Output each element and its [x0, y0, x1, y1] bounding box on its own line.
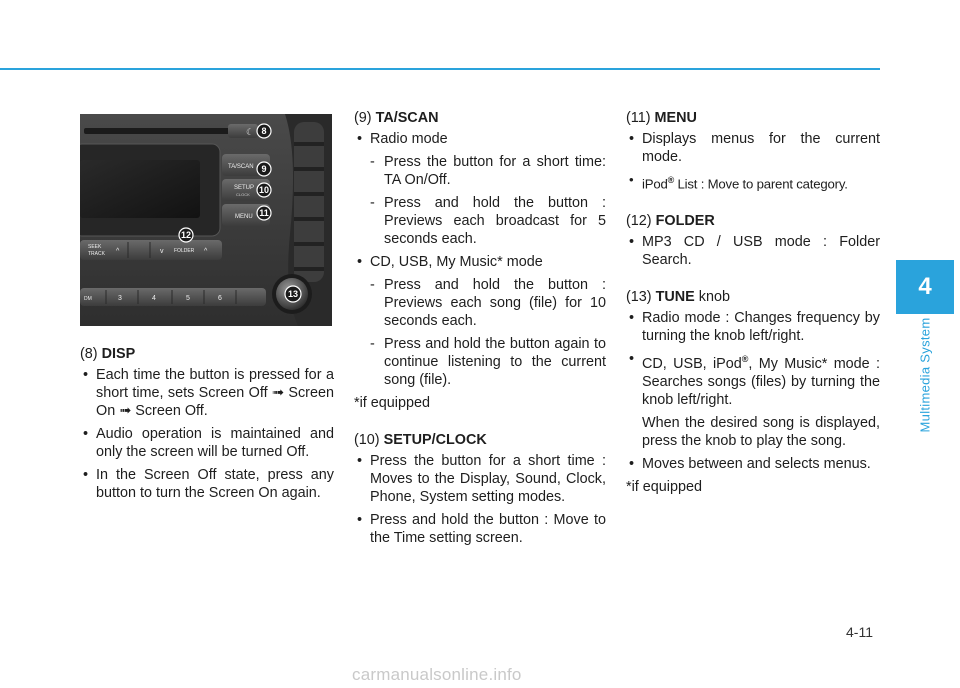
section-11-heading: (11) MENU — [626, 110, 697, 126]
preset-5: 5 — [186, 295, 190, 302]
preset-dm: DM — [84, 296, 92, 302]
menu-label: MENU — [235, 214, 253, 220]
svg-text:^: ^ — [204, 248, 208, 255]
section-12-bullet-1: • MP3 CD / USB mode : Folder Search. — [626, 233, 880, 269]
section-9-bullet-2: • CD, USB, My Music* mode — [354, 253, 606, 271]
section-8-bullet-3: • In the Screen Off state, press any button to turn the Screen On again. — [80, 466, 334, 502]
svg-text:^: ^ — [116, 248, 120, 255]
section-9-footnote: *if equipped — [354, 395, 431, 411]
ta-scan-label: TA/SCAN — [228, 164, 254, 170]
callout-8: 8 — [261, 126, 267, 136]
section-9-dash-3: - Press and hold the button : Previews each song (file) for 10 seconds each. — [354, 276, 606, 330]
section-10-bullet-2: • Press and hold the button : Move to the Time setting screen. — [354, 511, 606, 547]
section-10-bullet-1: • Press the button for a short time : Moves to the Display, Sound, Clock, Phone, System setting modes. — [354, 452, 606, 506]
section-13-footnote: *if equipped — [626, 479, 703, 496]
setup-label: SETUP — [234, 185, 255, 191]
section-9-heading: (9) TA/SCAN — [354, 110, 439, 126]
watermark: carmanualsonline.info — [352, 665, 522, 684]
callout-9: 9 — [261, 164, 267, 174]
section-8-bullet-1: • Each time the button is pressed for a short time, sets Screen Off ➟ Screen On ➟ Screen Off. — [80, 366, 334, 420]
track-label: TRACK — [88, 251, 105, 257]
section-13-bullet-3: • Moves between and selects menus. — [626, 455, 880, 473]
callout-10: 10 — [258, 185, 270, 195]
radio-panel-illustration — [80, 114, 332, 326]
preset-3: 3 — [118, 295, 122, 302]
section-13-heading: (13) TUNE knob — [626, 289, 730, 306]
callout-12: 12 — [180, 230, 192, 240]
radio-panel-figure — [80, 114, 332, 326]
section-9-dash-2: - Press and hold the button : Previews each broadcast for 5 seconds each. — [354, 194, 606, 248]
arrow-right-icon: ➟ — [119, 403, 132, 419]
section-8-heading: (8) DISP — [80, 346, 136, 362]
section-9-dash-1: - Press the button for a short time: TA On/Off. — [354, 153, 606, 189]
seek-label: SEEK — [88, 244, 102, 250]
chapter-tab: 4 — [896, 260, 954, 314]
chapter-title: Multimedia System — [917, 317, 933, 433]
section-8-bullet-2: • Audio operation is maintained and only the screen will be turned Off. — [80, 425, 334, 461]
header-rule — [0, 68, 880, 70]
section-9-bullet-1: • Radio mode — [354, 130, 606, 148]
section-9-dash-4: - Press and hold the button again to continue listening to the current song (file). — [354, 335, 606, 389]
disp-button-glyph: ☾ — [246, 127, 255, 137]
section-12-heading: (12) FOLDER — [626, 213, 715, 230]
section-10-heading: (10) SETUP/CLOCK — [354, 432, 487, 448]
column-1 — [80, 345, 334, 507]
callout-13: 13 — [287, 289, 299, 299]
section-11-bullet-1: • Displays menus for the current mode. — [626, 130, 880, 166]
section-13-bullet-1: • Radio mode : Changes frequency by turning the knob left/right. — [626, 309, 880, 345]
section-13-bullet-2: • CD, USB, iPod®, My Music* mode : Searches songs (files) by turning the knob left/right. — [626, 350, 880, 409]
folder-label: FOLDER — [174, 248, 195, 254]
preset-4: 4 — [152, 295, 156, 302]
preset-6: 6 — [218, 295, 222, 302]
section-13-bullet-2-note: When the desired song is displayed, press the knob to play the song. — [642, 415, 880, 450]
section-11-bullet-2: • iPod® List : Move to parent category. — [626, 171, 880, 193]
column-2 — [354, 109, 606, 552]
arrow-right-icon: ➟ — [271, 385, 285, 401]
column-3 — [626, 109, 880, 501]
clock-label: CLOCK — [236, 192, 250, 197]
callout-11: 11 — [259, 208, 269, 218]
page-number: 4-11 — [846, 624, 873, 640]
svg-text:v: v — [160, 248, 164, 255]
